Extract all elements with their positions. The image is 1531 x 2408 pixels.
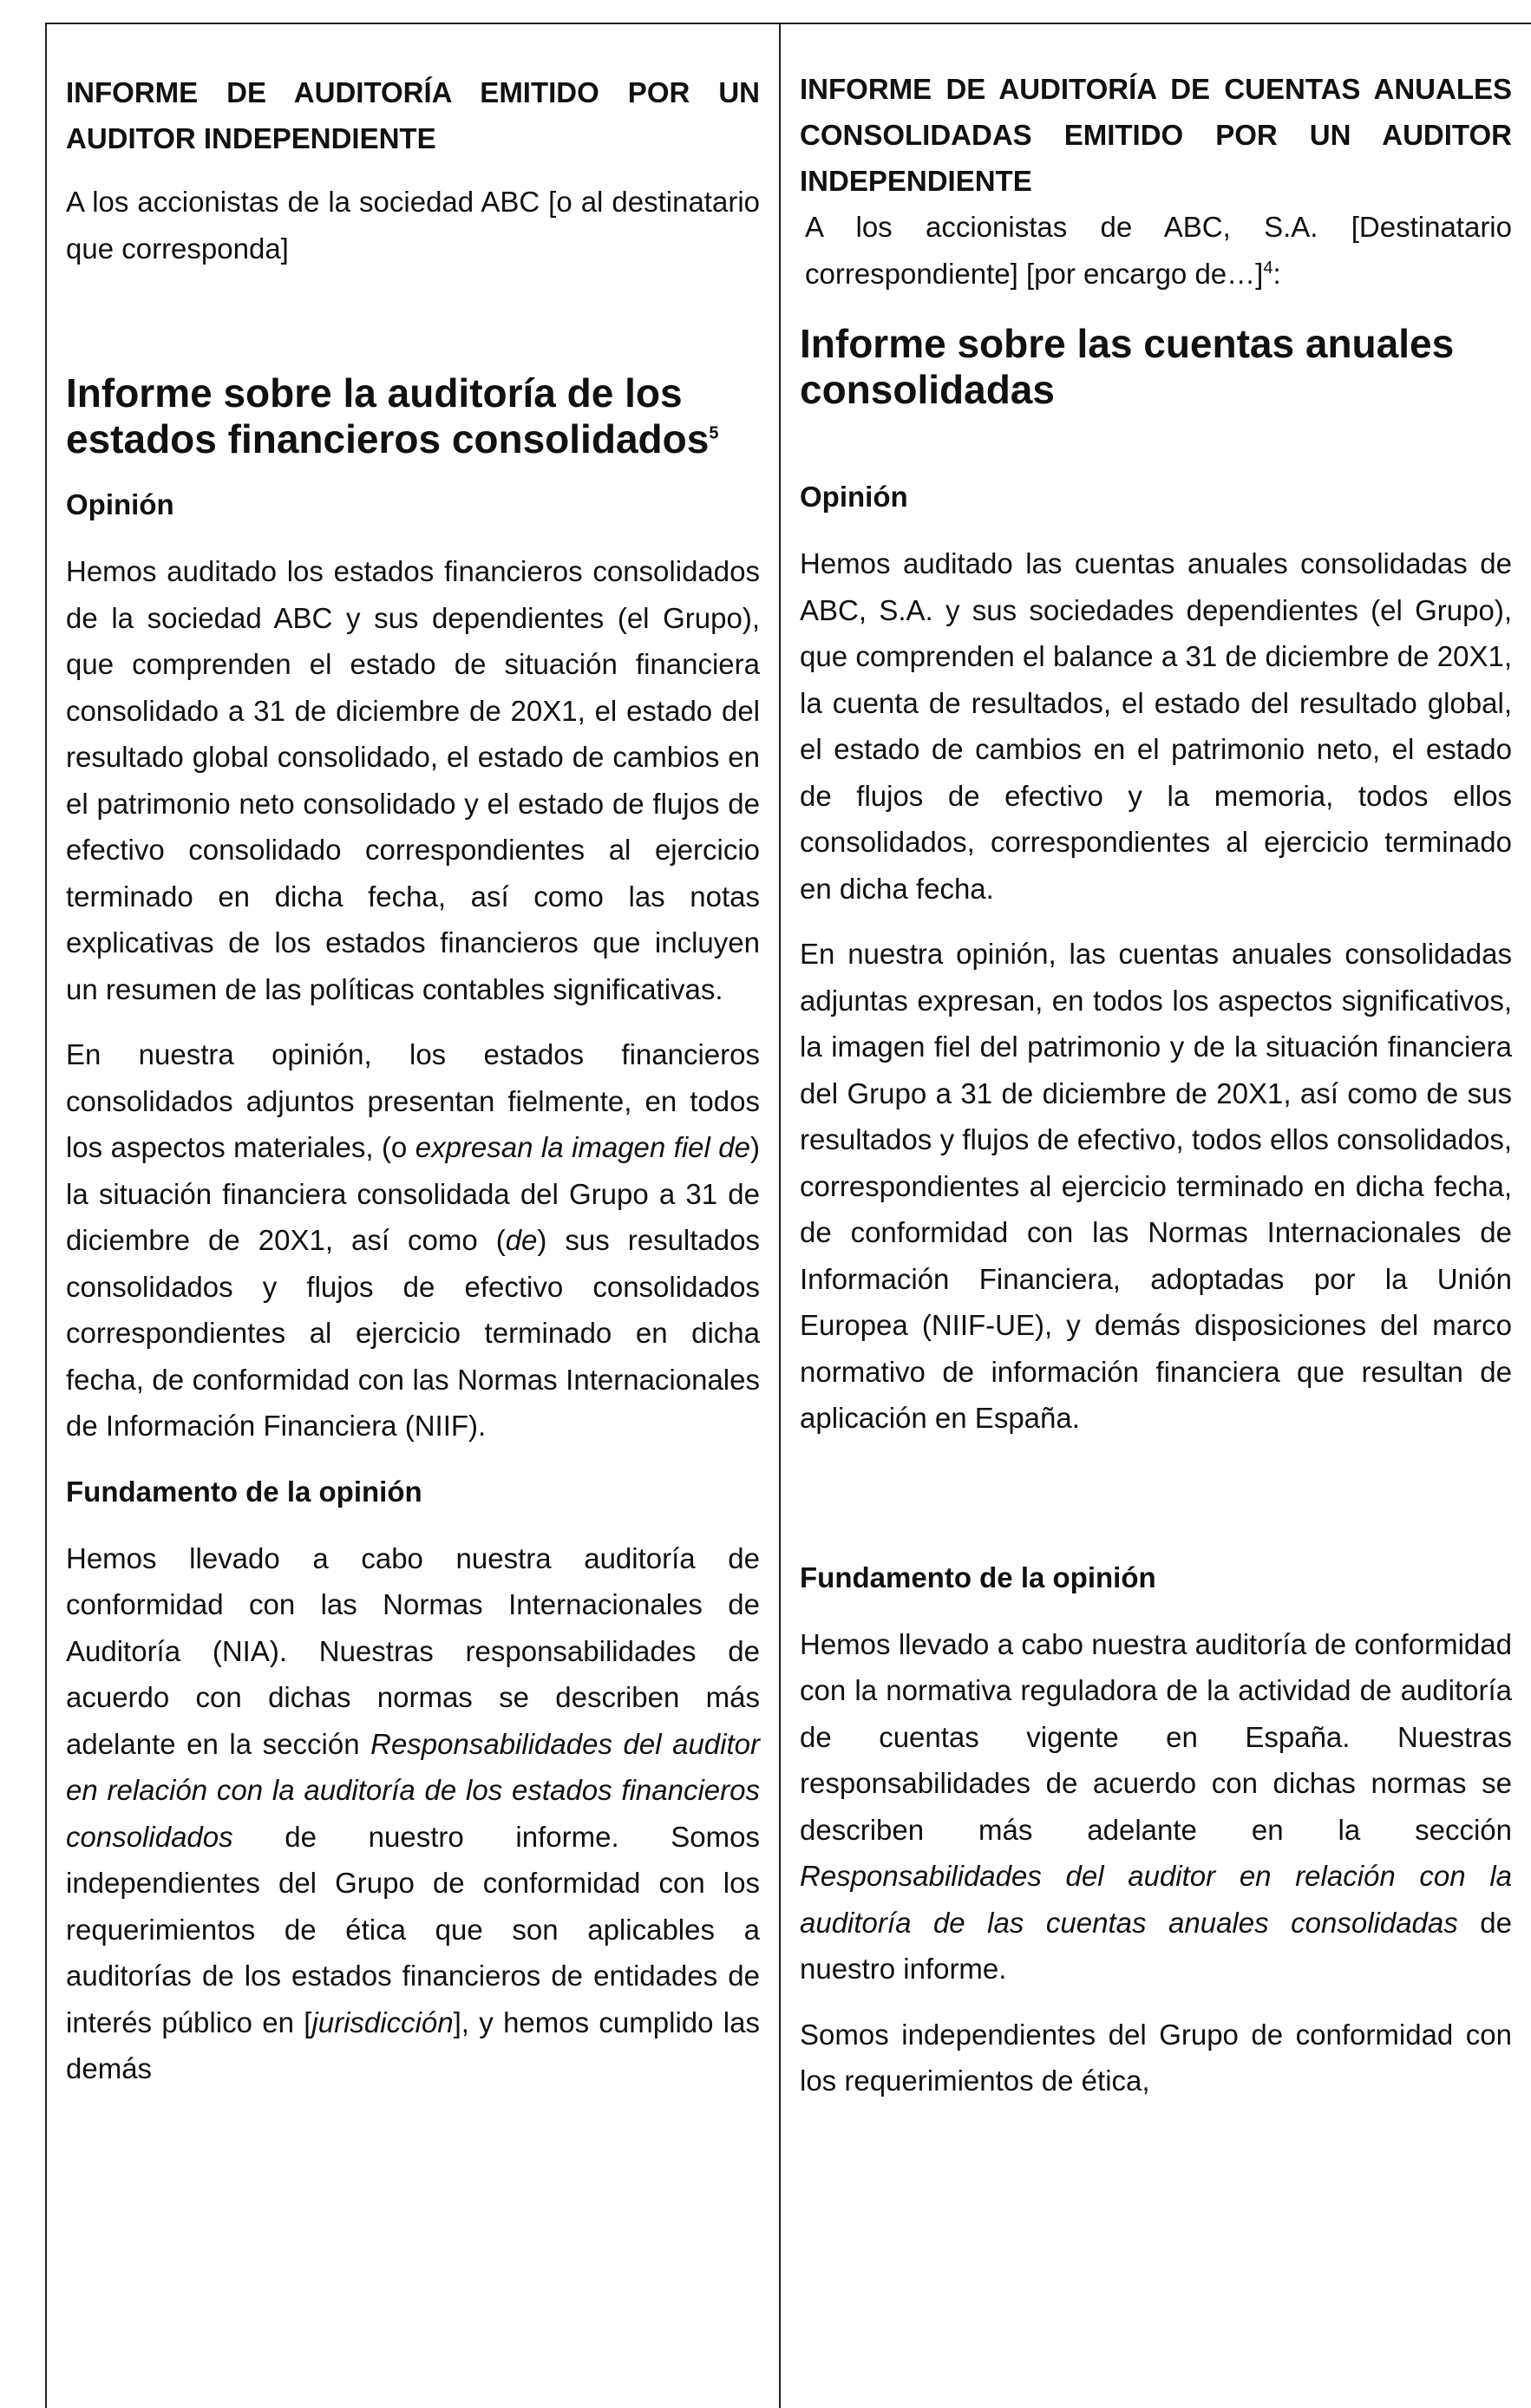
left-opinion-p2-d: de bbox=[505, 1224, 538, 1256]
left-opinion-title: Opinión bbox=[66, 488, 174, 520]
right-caption: INFORME DE AUDITORÍA DE CUENTAS ANUALES CONSOLIDADAS EMITIDO POR UN AUDITOR INDEPENDIENTE bbox=[800, 73, 1512, 197]
left-opinion-paragraph-1: Hemos auditado los estados financieros consolidados de la sociedad ABC y sus dependientes (el Grupo), que comprenden el estado de situación financiera consolidado a 31 de diciembre de 20X1, el estado del resultado global consolidado, el estado de cambios en el patrimonio neto consolidado y el estado de flujos de efectivo consolidado correspondientes al ejercicio terminado en dicha fecha, así como las notas explicativas de los estados financieros que incluyen un resumen de las políticas contables significativas. bbox=[66, 555, 760, 1005]
left-opinion-p2-b: expresan la imagen fiel de bbox=[415, 1131, 750, 1163]
left-heading bbox=[66, 370, 760, 462]
right-heading: Informe sobre las cuentas anuales consolidadas bbox=[800, 321, 1455, 412]
right-basis-p1-c: de nuestro informe. bbox=[800, 1906, 1512, 1985]
right-opinion-paragraph-2: En nuestra opinión, las cuentas anuales consolidadas adjuntas expresan, en todos los aspectos significativos, la imagen fiel del patrimonio y de la situación financiera del Grupo a 31 de diciembre de 20X1, así como de sus resultados y flujos de efectivo, todos ellos consolidados, correspondientes al ejercicio terminado en dicha fecha, de conformidad con las Normas Internacionales de Información Financiera, adoptadas por la Unión Europea (NIIF-UE), y demás disposiciones del marco normativo de información financiera que resultan de aplicación en España. bbox=[800, 938, 1512, 1434]
left-opinion-p2-a: En nuestra opinión, los estados financieros consolidados adjuntos presentan fielmente, en todos los aspectos materiales, (o bbox=[66, 1038, 760, 1163]
left-heading-text: Informe sobre la auditoría de los estados financieros consolidados bbox=[66, 370, 710, 461]
left-basis-p1-b: Responsabilidades del auditor en relación con la auditoría de los estados financieros consolidados bbox=[66, 1727, 761, 1853]
right-opinion-title: Opinión bbox=[800, 481, 908, 513]
left-basis-p1-c: de nuestro informe. Somos independientes del Grupo de conformidad con los requerimientos de ética que son aplicables a auditorías de los estados financieros de entidades de interés público en [ bbox=[66, 1820, 760, 2038]
left-basis-title: Fundamento de la opinión bbox=[66, 1475, 422, 1508]
right-salutation bbox=[800, 204, 1512, 297]
left-caption: INFORME DE AUDITORÍA EMITIDO POR UN AUDITOR INDEPENDIENTE bbox=[66, 76, 760, 154]
left-basis-p1-e: ], y hemos cumplido las demás bbox=[66, 2006, 760, 2084]
right-basis-paragraph-1 bbox=[800, 1621, 1512, 1992]
left-basis-p1-a: Hemos llevado a cabo nuestra auditoría de conformidad con las Normas Internacionales de Auditoría (NIA). Nuestras responsabilidades de acuerdo con dichas normas se describen más adelante en la sección bbox=[66, 1541, 760, 1760]
left-column bbox=[47, 24, 781, 2408]
right-salutation-footnote: 4 bbox=[1263, 258, 1273, 278]
left-salutation: A los accionistas de la sociedad ABC [o al destinatario que corresponda] bbox=[66, 186, 760, 265]
right-basis-paragraph-2: Somos independientes del Grupo de conformidad con los requerimientos de ética, bbox=[800, 2018, 1512, 2097]
left-opinion-p2-c: ) la situación financiera consolidada del Grupo a 31 de diciembre de 20X1, así como ( bbox=[66, 1131, 760, 1256]
left-opinion-p2-e: ) sus resultados consolidados y flujos de efectivo consolidados correspondientes al ejercicio terminado en dicha fecha, de conformidad con las Normas Internacionales de Información Financiera (NIIF). bbox=[66, 1224, 760, 1442]
left-opinion-paragraph-2 bbox=[66, 1031, 760, 1449]
left-basis-paragraph-1 bbox=[66, 1535, 760, 2092]
right-column bbox=[781, 24, 1531, 2408]
right-basis-p1-b: Responsabilidades del auditor en relación con la auditoría de las cuentas anuales consolidadas bbox=[800, 1860, 1512, 1939]
right-opinion-paragraph-1: Hemos auditado las cuentas anuales consolidadas de ABC, S.A. y sus sociedades dependientes (el Grupo), que comprenden el balance a 31 de diciembre de 20X1, la cuenta de resultados, el estado del resultado global, el estado de cambios en el patrimonio neto, el estado de flujos de efectivo y la memoria, todos ellos consolidados, correspondientes al ejercicio terminado en dicha fecha. bbox=[800, 547, 1512, 905]
right-salutation-end: : bbox=[1273, 257, 1281, 290]
comparison-table bbox=[45, 23, 1531, 2408]
right-basis-p1-a: Hemos llevado a cabo nuestra auditoría de conformidad con la normativa reguladora de la actividad de auditoría de cuentas vigente en España. Nuestras responsabilidades de acuerdo con dichas normas se describen más adelante en la sección bbox=[800, 1627, 1512, 1846]
left-basis-p1-d: jurisdicción bbox=[311, 2006, 454, 2038]
left-heading-footnote: 5 bbox=[709, 423, 719, 443]
right-salutation-text: A los accionistas de ABC, S.A. [Destinatario correspondiente] [por encargo de…] bbox=[805, 211, 1512, 290]
right-basis-title: Fundamento de la opinión bbox=[800, 1561, 1156, 1593]
